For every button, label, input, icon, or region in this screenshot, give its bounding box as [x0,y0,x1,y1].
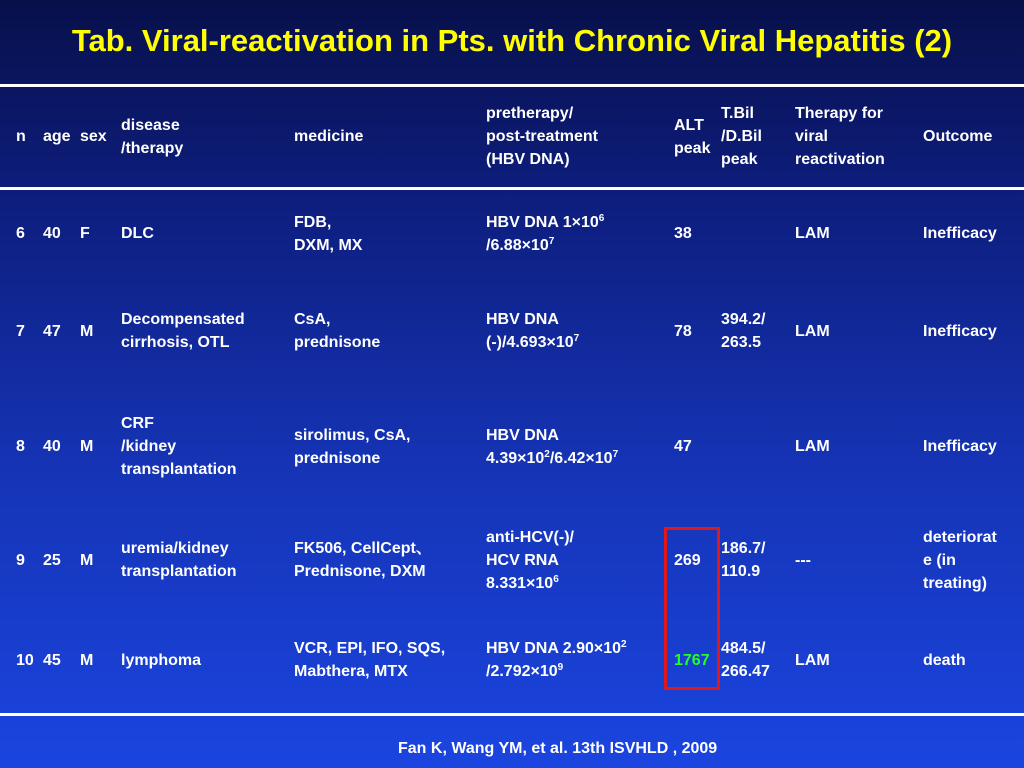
header-outcome: Outcome [923,128,993,145]
row-9-medicine: FK506, CellCept、 Prednisone, DXM [294,540,432,580]
table-bottom-rule [0,713,1024,716]
row-9-disease: uremia/kidney transplantation [121,540,237,580]
row-6-n: 6 [16,225,25,242]
row-10-n: 10 [16,651,34,669]
row-10-medicine: VCR, EPI, IFO, SQS, Mabthera, MTX [294,640,446,680]
row-7-dna: HBV DNA $(-)/4.693\times 10^7$ [486,311,580,351]
row-9-therapy: --- [795,551,811,569]
row-9-dna: anti-HCV(-)/ HCV RNA $8.331\times 10^6$ [486,528,574,592]
row-9-age: 25 [43,551,61,569]
row-10-dna: HBV DNA $2.90\times 10^2$ $/2.792\times 10^9$ [486,639,627,680]
header-tbil: T.Bil /D.Bil peak [721,105,762,168]
row-9-tbil: 186.7/ 110.9 [721,540,766,580]
header-dna: pretherapy/ post-treatment (HBV DNA) [486,105,599,168]
row-10-outcome: death [923,651,966,669]
row-10-therapy: LAM [795,651,830,669]
row-10-sex: M [80,651,94,669]
row-6-tbil [721,192,791,275]
row-8-therapy: LAM [795,438,830,455]
header-sex: sex [80,128,107,145]
row-9-sex: M [80,551,94,569]
row-9-n: 9 [16,551,25,569]
row-8-dna: HBV DNA $4.39\times 10^2/6.42\times 10^7$ [486,426,619,467]
row-6-sex: F [80,225,90,242]
row-9-outcome: deteriorat e (in treating) [923,528,997,592]
row-10-tbil: 484.5/ 266.47 [721,640,770,680]
row-6-medicine: FDB, DXM, MX [294,213,363,254]
row-7-outcome: Inefficacy [923,322,997,340]
row-6-age: 40 [43,225,61,242]
row-7-tbil: 394.2/ 263.5 [721,311,766,351]
row-8-alt: 47 [674,438,692,455]
row-6-alt: 38 [674,225,692,242]
row-6-outcome: Inefficacy [923,225,997,242]
row-10-alt: 1767 [674,651,710,669]
row-8-medicine: sirolimus, CsA, prednisone [294,426,411,467]
row-7-disease: Decompensated cirrhosis, OTL [121,311,245,351]
header-age: age [43,128,71,145]
row-8-sex: M [80,438,94,455]
row-8-age: 40 [43,438,61,455]
citation: Fan K, Wang YM, et al. 13th ISVHLD , 2009 [398,740,718,757]
row-9-alt: 269 [674,551,701,569]
row-10-age: 45 [43,651,61,669]
header-disease: disease /therapy [121,116,184,157]
slide-title: Tab. Viral-reactivation in Pts. with Chronic Viral Hepatitis (2) [71,23,953,58]
header-medicine: medicine [294,128,364,145]
header-alt: ALT peak [674,116,711,157]
row-8-n: 8 [16,438,25,455]
row-10-disease: lymphoma [121,651,202,669]
alt-peak-highlight-box [664,527,720,690]
row-7-alt: 78 [674,322,692,340]
header-top-rule [0,84,1024,87]
row-8-outcome: Inefficacy [923,438,997,455]
row-6-disease: DLC [121,225,154,242]
row-8-tbil [721,388,791,505]
row-7-n: 7 [16,322,25,340]
row-7-age: 47 [43,322,61,340]
header-n: n [16,128,26,145]
header-bottom-rule [0,187,1024,190]
header-therapy: Therapy for viral reactivation [795,105,885,168]
row-8-disease: CRF /kidney transplantation [121,415,237,478]
row-7-sex: M [80,322,94,340]
row-6-dna: HBV DNA $1\times 10^6$ $/6.88\times 10^7$ [486,212,605,254]
row-6-therapy: LAM [795,225,830,242]
row-7-medicine: CsA, prednisone [294,311,381,351]
row-7-therapy: LAM [795,322,830,340]
